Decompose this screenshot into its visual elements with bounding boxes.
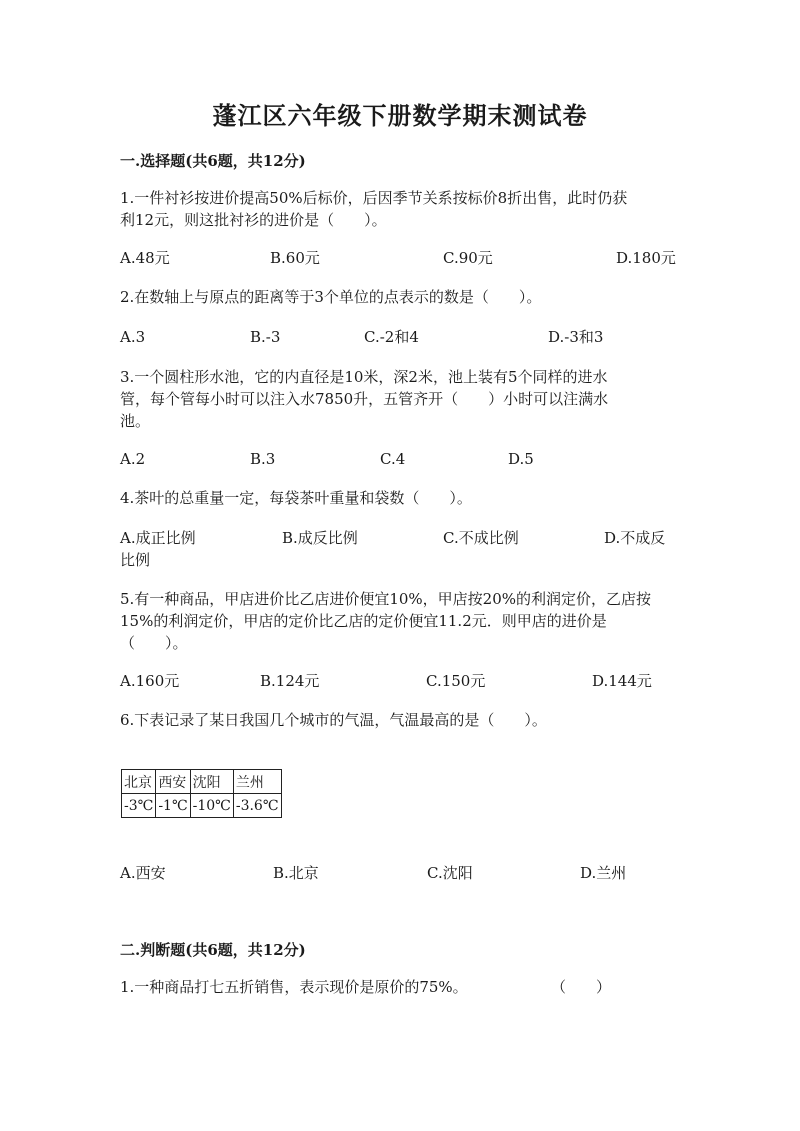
judge-question-1-answer-bracket: （ ）: [551, 978, 612, 996]
temp-cell: -1℃: [156, 794, 190, 818]
q1-option-b: B.60元: [270, 249, 320, 267]
q3-option-d: D.5: [508, 450, 534, 468]
q5-option-b: B.124元: [260, 672, 320, 690]
question-2-line-1: 2.在数轴上与原点的距离等于3个单位的点表示的数是（ ）。: [120, 288, 542, 306]
q4-option-b: B.成反比例: [282, 529, 358, 547]
question-6-line-1: 6.下表记录了某日我国几个城市的气温，气温最高的是（ ）。: [120, 711, 547, 729]
q5-option-d: D.144元: [592, 672, 652, 690]
temp-cell: -3℃: [122, 794, 156, 818]
question-5: [120, 588, 680, 654]
question-3-line-3: 池。: [120, 412, 151, 430]
city-cell: 兰州: [233, 770, 281, 794]
temperature-table: [121, 769, 282, 818]
question-4: [120, 487, 680, 509]
q6-option-c: C.沈阳: [427, 864, 473, 882]
city-cell: 沈阳: [190, 770, 233, 794]
q6-option-a: A.西安: [120, 864, 166, 882]
temperature-table-header-row: [122, 770, 282, 794]
q6-option-b: B.北京: [273, 864, 319, 882]
question-5-line-3: （ ）。: [120, 634, 188, 652]
question-5-line-2: 15%的利润定价，甲店的定价比乙店的定价便宜11.2元．则甲店的进价是: [120, 612, 607, 630]
question-6: [120, 709, 680, 731]
q1-option-a: A.48元: [120, 249, 170, 267]
q2-option-c: C.-2和4: [364, 328, 419, 346]
q3-option-b: B.3: [250, 450, 276, 468]
question-2: [120, 286, 680, 308]
temp-cell: -3.6℃: [233, 794, 281, 818]
city-cell: 北京: [122, 770, 156, 794]
question-4-line-1: 4.茶叶的总重量一定，每袋茶叶重量和袋数（ ）。: [120, 489, 472, 507]
question-5-line-1: 5.有一种商品，甲店进价比乙店进价便宜10%，甲店按20%的利润定价，乙店按: [120, 590, 651, 608]
section-1-heading: 一.选择题(共6题，共12分): [120, 152, 306, 170]
q1-option-c: C.90元: [443, 249, 493, 267]
q6-option-d: D.兰州: [580, 864, 627, 882]
q4-option-d-wrap: 比例: [120, 551, 151, 569]
q4-option-c: C.不成比例: [443, 529, 519, 547]
temp-cell: -10℃: [190, 794, 233, 818]
q2-option-a: A.3: [120, 328, 146, 346]
q1-option-d: D.180元: [616, 249, 676, 267]
q2-option-b: B.-3: [250, 328, 281, 346]
question-1-line-2: 利12元，则这批衬衫的进价是（ ）。: [120, 211, 387, 229]
question-1: [120, 187, 680, 231]
q5-option-a: A.160元: [120, 672, 180, 690]
question-3: [120, 366, 680, 432]
judge-question-1: 1.一种商品打七五折销售，表示现价是原价的75%。: [120, 978, 468, 996]
question-3-line-1: 3.一个圆柱形水池，它的内直径是10米，深2米，池上装有5个同样的进水: [120, 368, 608, 386]
q3-option-c: C.4: [380, 450, 406, 468]
temperature-table-value-row: [122, 794, 282, 818]
q3-option-a: A.2: [120, 450, 146, 468]
q5-option-c: C.150元: [426, 672, 486, 690]
section-2-heading: 二.判断题(共6题，共12分): [120, 941, 306, 959]
q4-option-d: D.不成反: [604, 529, 666, 547]
question-1-line-1: 1.一件衬衫按进价提高50%后标价，后因季节关系按标价8折出售，此时仍获: [120, 189, 628, 207]
page-title: 蓬江区六年级下册数学期末测试卷: [212, 101, 588, 130]
q4-option-a: A.成正比例: [120, 529, 196, 547]
city-cell: 西安: [156, 770, 190, 794]
q2-option-d: D.-3和3: [548, 328, 604, 346]
question-3-line-2: 管，每个管每小时可以注入水7850升，五管齐开（ ）小时可以注满水: [120, 390, 609, 408]
